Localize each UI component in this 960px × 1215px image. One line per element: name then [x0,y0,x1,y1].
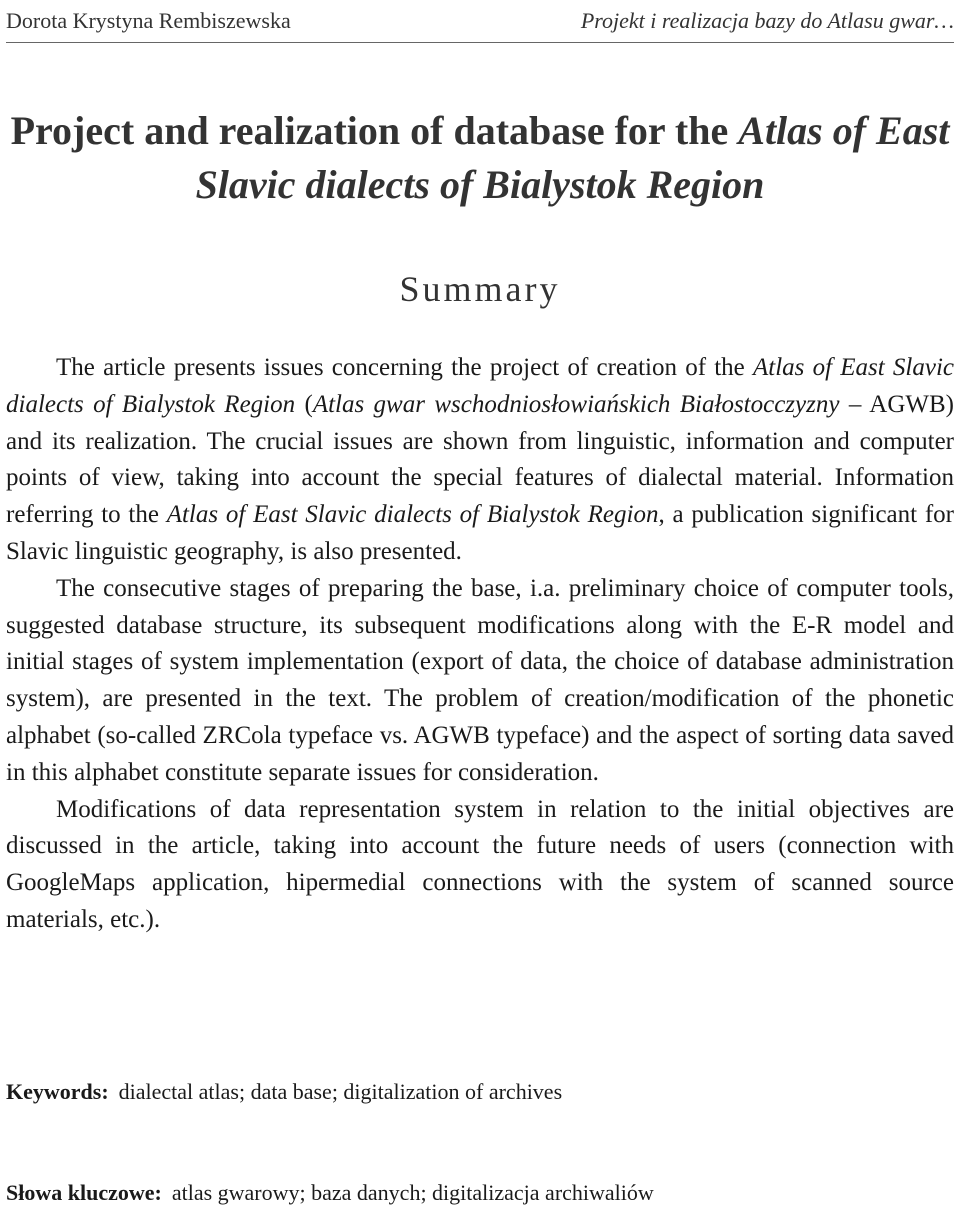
p1-text-2: ( [295,390,313,418]
summary-body [6,350,954,939]
keywords [6,1079,562,1105]
paragraph-3: Modifications of data representation system in relation to the initial objectives are discussed in the article, taking into account the future needs of users (connection with GoogleMaps application, hipermedial connections with the system of scanned source materials, etc.). [6,795,954,933]
p1-text-1: The article presents issues concerning the project of creation of the [56,354,753,381]
p1-polish-title: Atlas gwar wschodniosłowiańskich Białostocczyzny [312,390,840,418]
keywords-polish-label: Słowa kluczowe: [6,1180,162,1205]
p1-text-3: – AGWB) and its realization. The crucial issues are shown from linguistic, information and computer points of view, taking into account the special features of dialectal material. Information referring to the [6,390,955,529]
keywords-text: dialectal atlas; data base; digitalization of archives [118,1079,563,1104]
running-header [6,0,954,43]
summary-heading: Summary [399,269,561,309]
keywords-polish-text: atlas gwarowy; baza danych; digitalizacja archiwaliów [171,1180,654,1205]
p1-atlas-title: Atlas of East Slavic dialects of Bialystok Region [6,354,954,418]
paragraph-2: The consecutive stages of preparing the base, i.a. preliminary choice of computer tools, suggested database structure, its subsequent modifications along with the E-R model and initial stages of system implementation (export of data, the choice of database administration system), are presented in the text. The problem of creation/modification of the phonetic alphabet (so-called ZRCola typeface vs. AGWB typeface) and the aspect of sorting data saved in this alphabet constitute separate issues for consideration. [6,574,954,786]
title-part2: Atlas of East Slavic dialects of Bialystok Region [195,108,950,207]
article-title [0,104,960,212]
header-author: Dorota Krystyna Rembiszewska [6,8,291,33]
keywords-polish [6,1180,654,1206]
title-part1: Project and realization of database for the [10,108,739,153]
paragraph-1 [6,350,954,571]
p1-text-4: , a publication significant for Slavic linguistic geography, is also presented. [6,501,954,565]
p1-atlas-title-2: Atlas of East Slavic dialects of Bialystok Region [166,501,659,529]
header-running-title: Projekt i realizacja bazy do Atlasu gwar… [580,8,954,33]
keywords-label: Keywords: [6,1079,109,1104]
